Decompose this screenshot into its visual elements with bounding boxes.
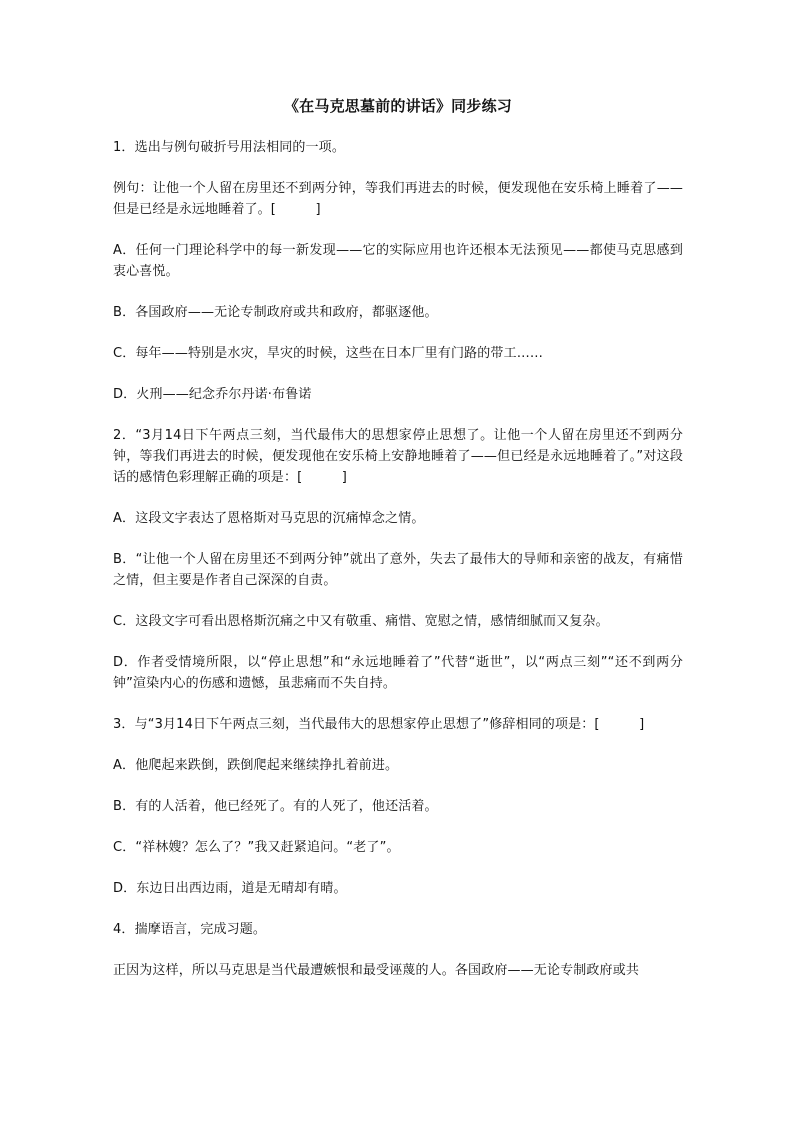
question-3-option-c: C．“祥林嫂？怎么了？”我又赶紧追问。“老了”。: [113, 840, 400, 855]
question-2-option-c: C．这段文字可看出恩格斯沉痛之中又有敬重、痛惜、宽慰之情，感情细腻而又复杂。: [113, 614, 609, 629]
question-3-option-a: A．他爬起来跌倒，跌倒爬起来继续挣扎着前进。: [113, 758, 399, 773]
question-1-option-a: A．任何一门理论科学中的每一新发现——它的实际应用也许还根本无法预见——都使马克思感到衷心喜悦。: [113, 243, 683, 279]
question-1-option-c: C．每年——特别是水灾，旱灾的时候，这些在日本厂里有门路的带工……: [113, 346, 544, 361]
question-2-option-a: A．这段文字表达了恩格斯对马克思的沉痛悼念之情。: [113, 511, 425, 526]
question-1-option-b: B．各国政府——无论专制政府或共和政府，都驱逐他。: [113, 305, 438, 320]
question-1-stem: 1．选出与例句破折号用法相同的一项。: [113, 140, 345, 155]
question-3-option-b: B．有的人活着，他已经死了。有的人死了，他还活着。: [113, 799, 438, 814]
question-3-option-d: D．东边日出西边雨，道是无晴却有晴。: [113, 881, 347, 896]
question-4-passage: 正因为这样，所以马克思是当代最遭嫉恨和最受诬蔑的人。各国政府——无论专制政府或共: [113, 963, 640, 978]
question-2-option-b: B．“让他一个人留在房里还不到两分钟”就出了意外，失去了最伟大的导师和亲密的战友，有痛惜之情，但主要是作者自己深深的自责。: [113, 552, 683, 588]
question-3-stem: 3．与“3月14日下午两点三刻，当代最伟大的思想家停止思想了”修辞相同的项是：[ ]: [113, 717, 645, 732]
page-title: 《在马克思墓前的讲话》同步练习: [283, 97, 512, 115]
document-body: [113, 96, 683, 1000]
question-4-stem: 4．揣摩语言，完成习题。: [113, 922, 267, 937]
question-2-option-d: D．作者受情境所限，以“停止思想”和“永远地睡着了”代替“逝世”，以“两点三刻”“还不到两分钟”渲染内心的伤感和遗憾，虽悲痛而不失自持。: [113, 655, 683, 691]
question-1-example: 例句：让他一个人留在房里还不到两分钟，等我们再进去的时候，便发现他在安乐椅上睡着了——但是已经是永远地睡着了。[ ]: [113, 181, 683, 217]
question-2-stem: 2．“3月14日下午两点三刻，当代最伟大的思想家停止思想了。让他一个人留在房里还不到两分钟，等我们再进去的时候，便发现他在安乐椅上安静地睡着了——但已经是永远地睡着了。”对这段话的感情色彩理解正确的项是：[ ]: [113, 428, 683, 485]
question-1-option-d: D．火刑——纪念乔尔丹诺·布鲁诺: [113, 387, 312, 402]
